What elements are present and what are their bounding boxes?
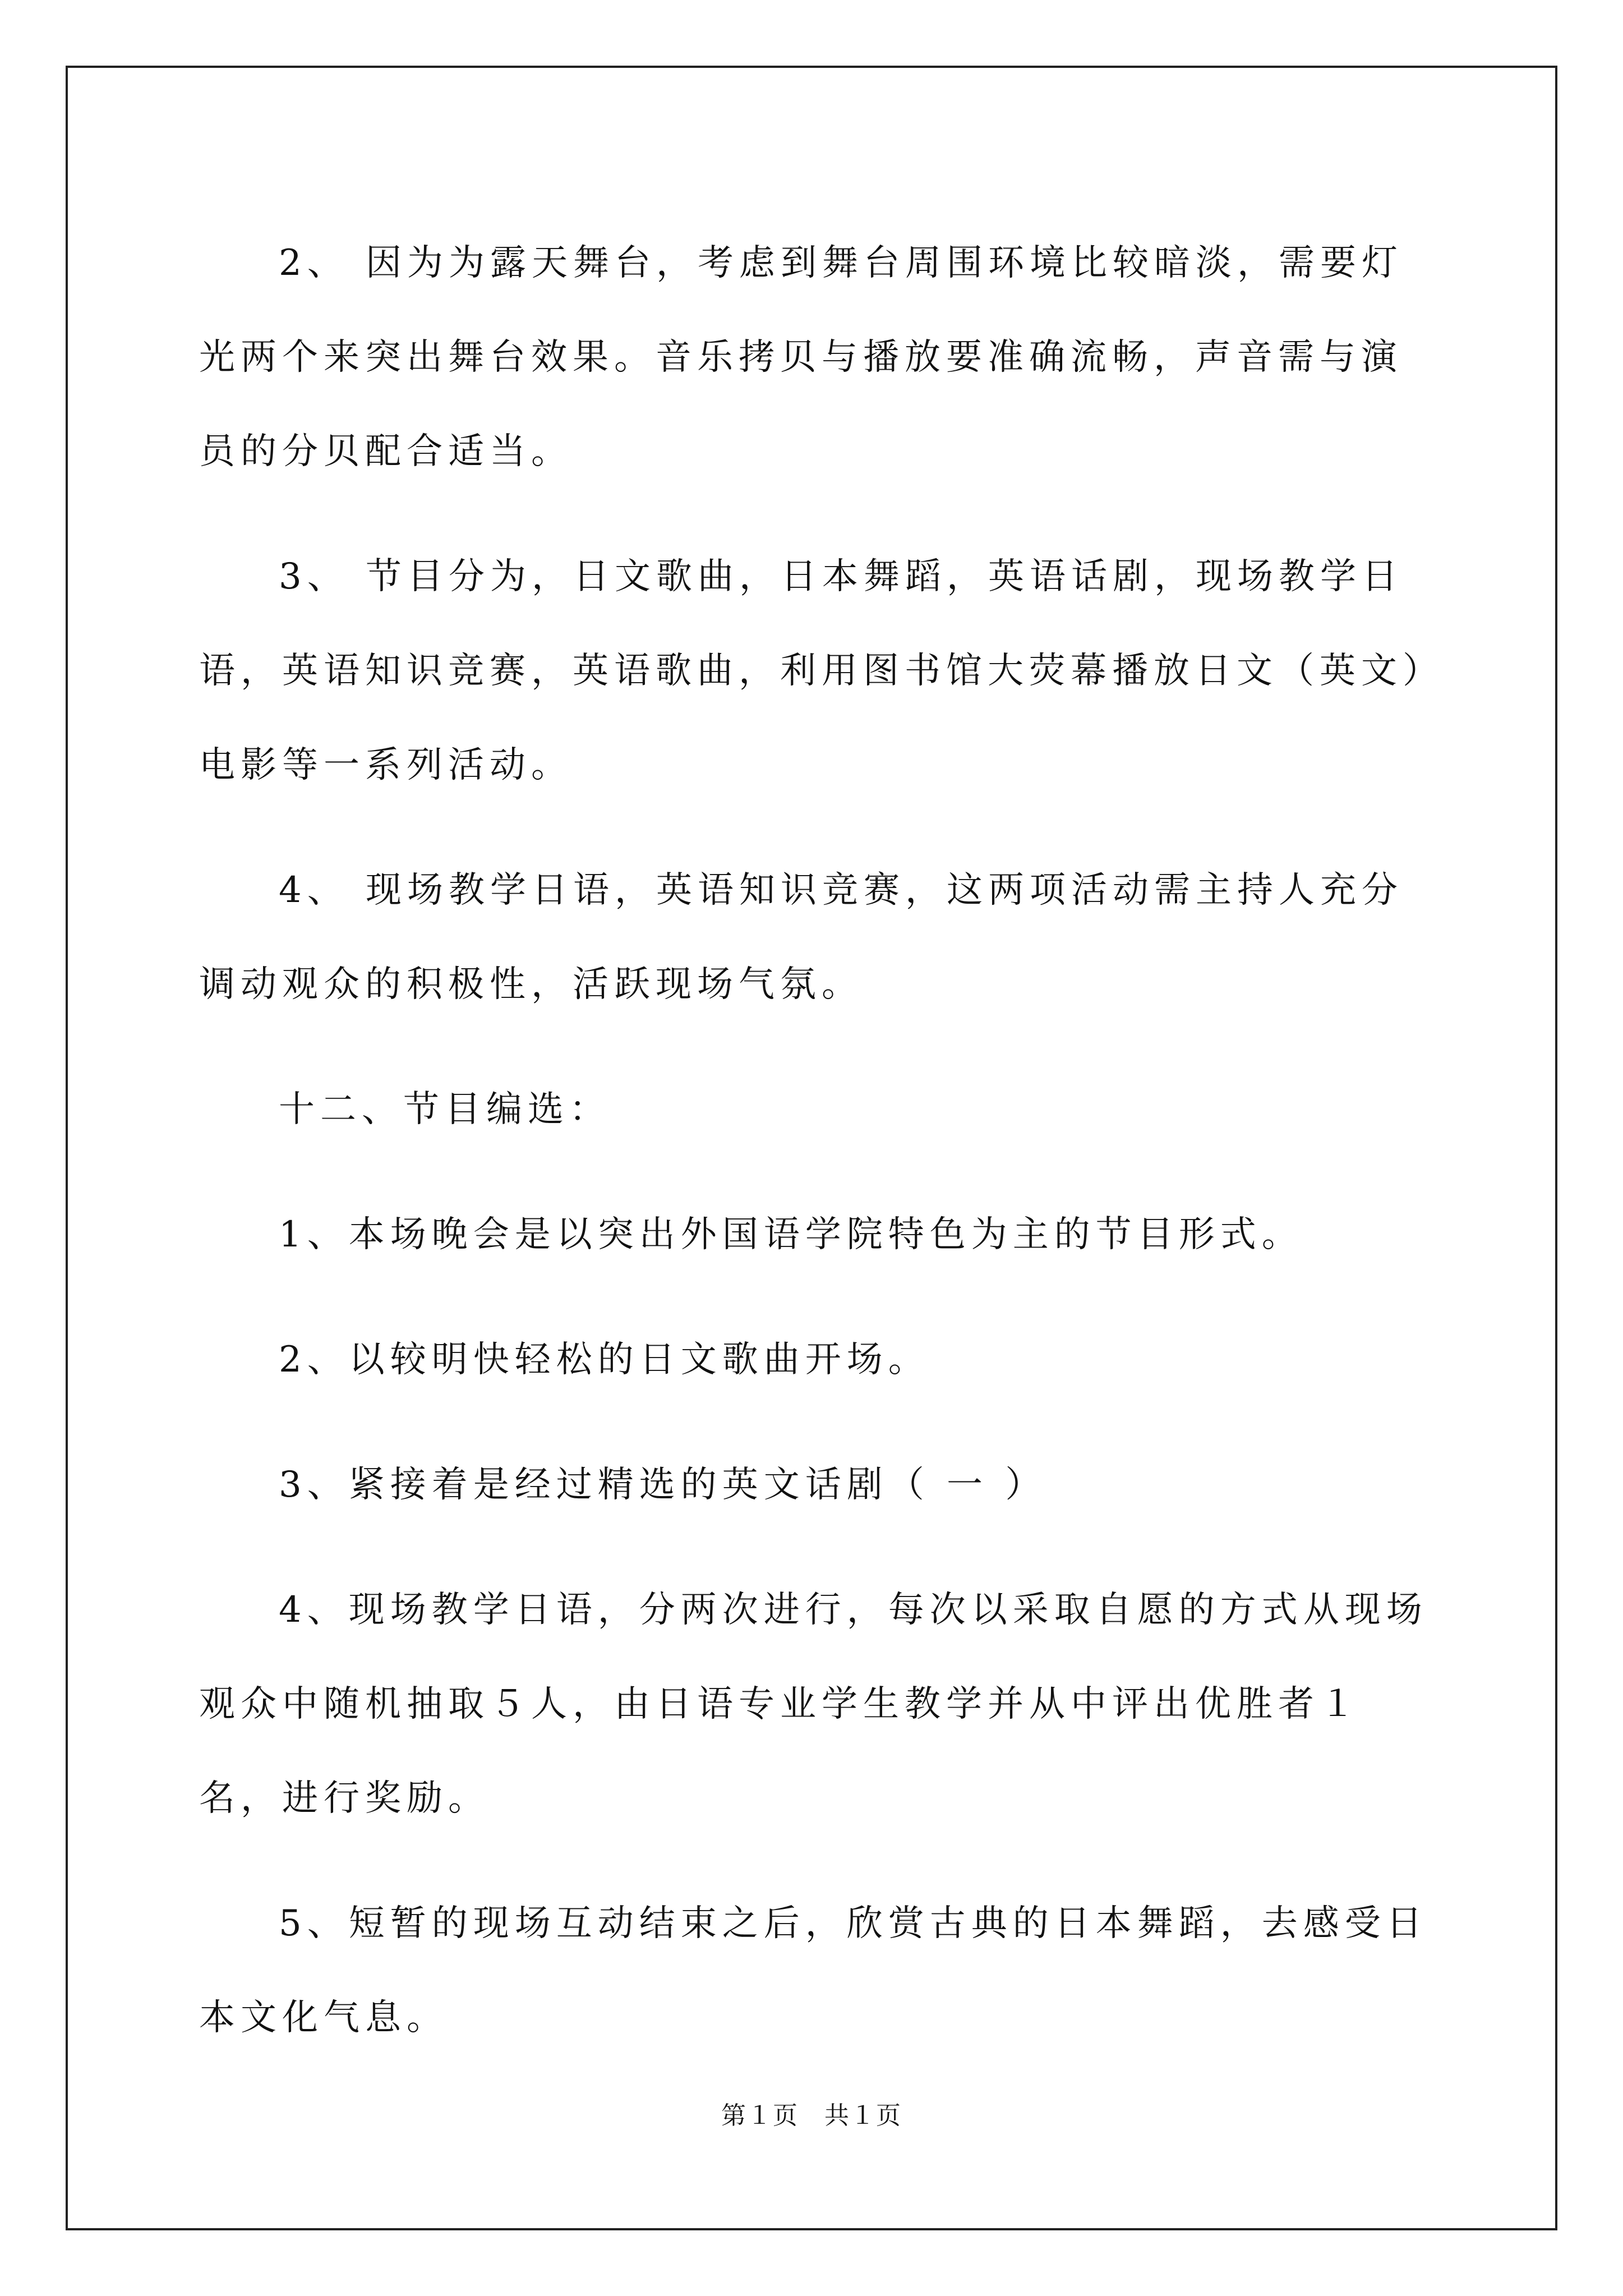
paragraph-host-interaction: 4、 现场教学日语，英语知识竞赛，这两项活动需主持人充分调动观众的积极性，活跃现场气氛。	[199, 869, 1404, 1005]
paragraph-item-3: 3、紧接着是经过精选的英文话剧（ 一 ）	[279, 1464, 1047, 1506]
paragraph-item-5: 5、短暂的现场互动结束之后，欣赏古典的日本舞蹈，去感受日本文化气息。	[199, 1903, 1428, 2039]
page-number-footer: 第１页 共１页	[721, 2101, 902, 2130]
paragraph-stage-lighting: 2、 因为为露天舞台，考虑到舞台周围环境比较暗淡，需要灯光两个来突出舞台效果。音乐拷贝与播放要准确流畅，声音需与演员的分贝配合适当。	[199, 242, 1404, 472]
paragraph-item-4: 4、现场教学日语，分两次进行，每次以采取自愿的方式从现场观众中随机抽取５人，由日语专业学生教学并从中评出优胜者１名，进行奖励。	[199, 1589, 1428, 1819]
section-heading-program-selection: 十二、节目编选：	[279, 1089, 611, 1130]
paragraph-item-2: 2、以较明快轻松的日文歌曲开场。	[279, 1339, 930, 1381]
paragraph-item-1: 1、本场晚会是以突出外国语学院特色为主的节目形式。	[279, 1214, 1303, 1255]
document-body	[199, 216, 1441, 2096]
paragraph-program-types: 3、 节目分为，日文歌曲，日本舞蹈，英语话剧，现场教学日语，英语知识竞赛，英语歌曲，利用图书馆大荧幕播放日文（英文）电影等一系列活动。	[199, 556, 1426, 786]
